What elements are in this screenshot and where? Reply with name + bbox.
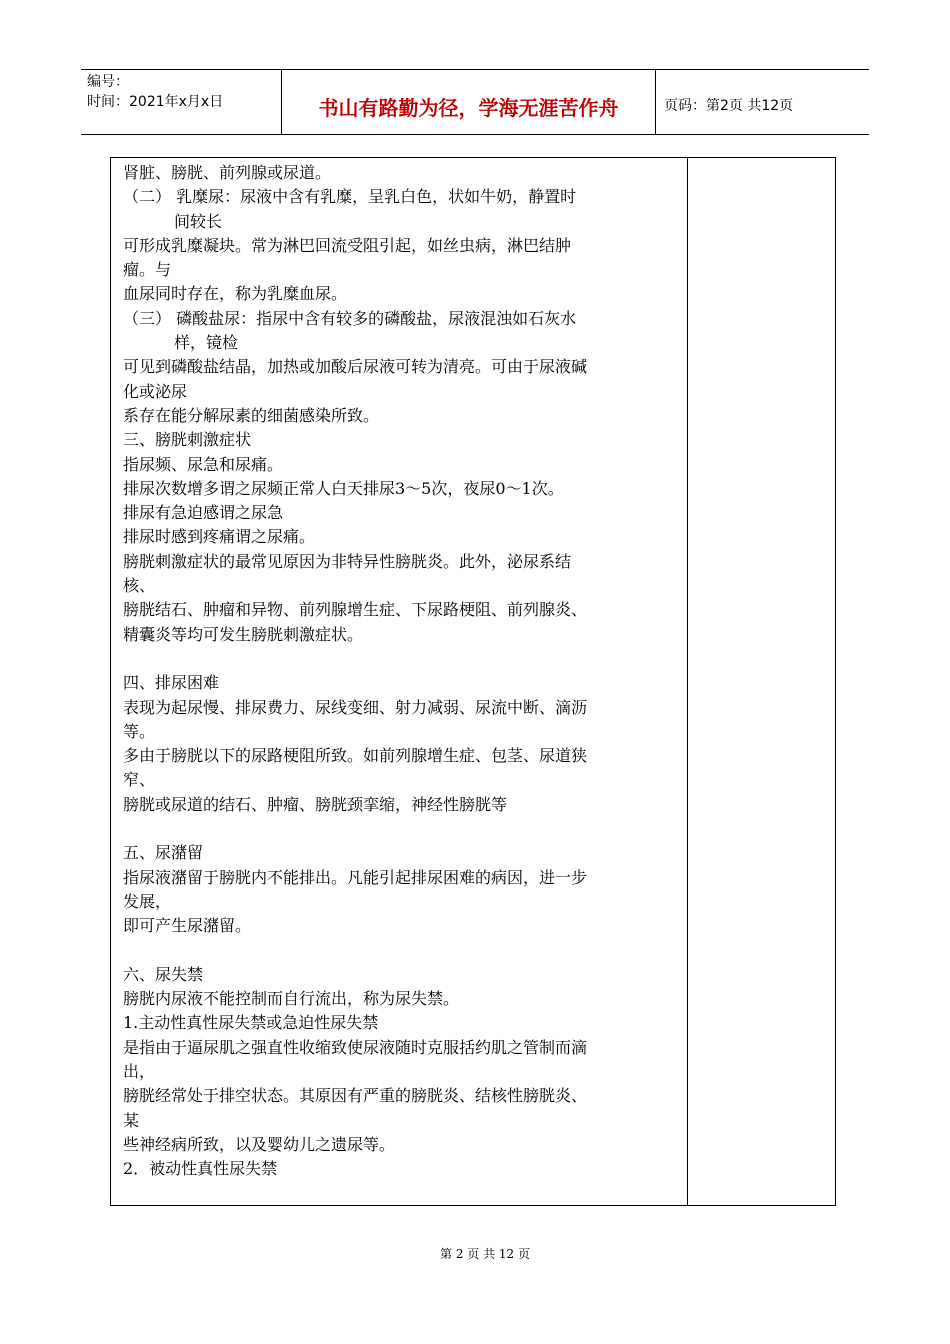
text-line: （三） 磷酸盐尿：指尿中含有较多的磷酸盐，尿液混浊如石灰水 (123, 308, 577, 328)
text-line: 出， (123, 1061, 156, 1081)
text-line: 排尿次数增多谓之尿频正常人白天排尿3～5次，夜尿0～1次。 (123, 478, 564, 498)
text-line: 即可产生尿潴留。 (123, 916, 252, 936)
notes-column (688, 158, 835, 1205)
text-line: 排尿有急迫感谓之尿急 (123, 503, 284, 523)
document-number-label: 编号： (87, 74, 129, 90)
header-motto-cell (282, 70, 656, 134)
text-line (123, 817, 679, 841)
page-footer (0, 1245, 950, 1262)
text-line: 排尿时感到疼痛谓之尿痛。 (123, 527, 316, 547)
text-line: 样，镜检 (174, 333, 239, 353)
text-line: 间较长 (174, 211, 223, 231)
text-line: 指尿频、尿急和尿痛。 (123, 454, 284, 474)
text-line: 可形成乳糜凝块。常为淋巴回流受阻引起，如丝虫病，淋巴结肿 (123, 235, 572, 255)
text-line: 化或泌尿 (123, 381, 188, 401)
text-line: 多由于膀胱以下的尿路梗阻所致。如前列腺增生症、包茎、尿道狭 (123, 746, 588, 766)
header-page-info: 页码：第2页 共12页 (664, 98, 794, 114)
text-line: 指尿液潴留于膀胱内不能排出。凡能引起排尿困难的病因，进一步 (123, 867, 588, 887)
text-line: 是指由于逼尿肌之强直性收缩致使尿液随时克服括约肌之管制而滴 (123, 1037, 588, 1057)
text-line: 发展， (123, 891, 172, 911)
document-header (81, 69, 869, 135)
content-text-cell (123, 161, 679, 1181)
text-line: 血尿同时存在，称为乳糜血尿。 (123, 284, 348, 304)
text-line: 窄、 (123, 770, 156, 790)
header-page-cell (656, 70, 869, 134)
text-line: 1.主动性真性尿失禁或急迫性尿失禁 (123, 1013, 379, 1033)
text-line: 六、尿失禁 (123, 964, 204, 984)
text-line: 可见到磷酸盐结晶，加热或加酸后尿液可转为清亮。可由于尿液碱 (123, 357, 588, 377)
text-line: 核、 (123, 576, 156, 596)
header-meta-cell (81, 70, 282, 134)
text-line (123, 647, 679, 671)
text-line: 些神经病所致，以及婴幼儿之遗尿等。 (123, 1134, 396, 1154)
text-line: 等。 (123, 721, 156, 741)
text-line: 五、尿潴留 (123, 843, 204, 863)
text-line: 精囊炎等均可发生膀胱刺激症状。 (123, 624, 364, 644)
text-line: 系存在能分解尿素的细菌感染所致。 (123, 405, 380, 425)
text-line: 某 (123, 1110, 140, 1130)
document-date-label: 时间：2021年x月x日 (87, 94, 224, 110)
text-line: 膀胱刺激症状的最常见原因为非特异性膀胱炎。此外，泌尿系结 (123, 551, 572, 571)
text-line: （二） 乳糜尿：尿液中含有乳糜，呈乳白色，状如牛奶，静置时 (123, 187, 577, 207)
text-line: 三、膀胱刺激症状 (123, 430, 252, 450)
text-line: 肾脏、膀胱、前列腺或尿道。 (123, 163, 332, 182)
text-line: 表现为起尿慢、排尿费力、尿线变细、射力减弱、尿流中断、滴沥 (123, 697, 588, 717)
text-line: 膀胱或尿道的结石、肿瘤、膀胱颈挛缩，神经性膀胱等 (123, 794, 508, 814)
text-line: 瘤。与 (123, 260, 172, 280)
text-line: 四、排尿困难 (123, 673, 220, 693)
text-line: 膀胱结石、肿瘤和异物、前列腺增生症、下尿路梗阻、前列腺炎、 (123, 600, 588, 620)
text-line: 膀胱内尿液不能控制而自行流出，称为尿失禁。 (123, 989, 460, 1009)
footer-page-number: 第 2 页 共 12 页 (440, 1247, 530, 1261)
text-line: 膀胱经常处于排空状态。其原因有严重的膀胱炎、结核性膀胱炎、 (123, 1086, 588, 1106)
text-line (123, 939, 679, 963)
text-line: 2．被动性真性尿失禁 (123, 1159, 278, 1179)
content-table (110, 157, 836, 1206)
header-motto: 书山有路勤为径，学海无涯苦作舟 (318, 95, 619, 120)
